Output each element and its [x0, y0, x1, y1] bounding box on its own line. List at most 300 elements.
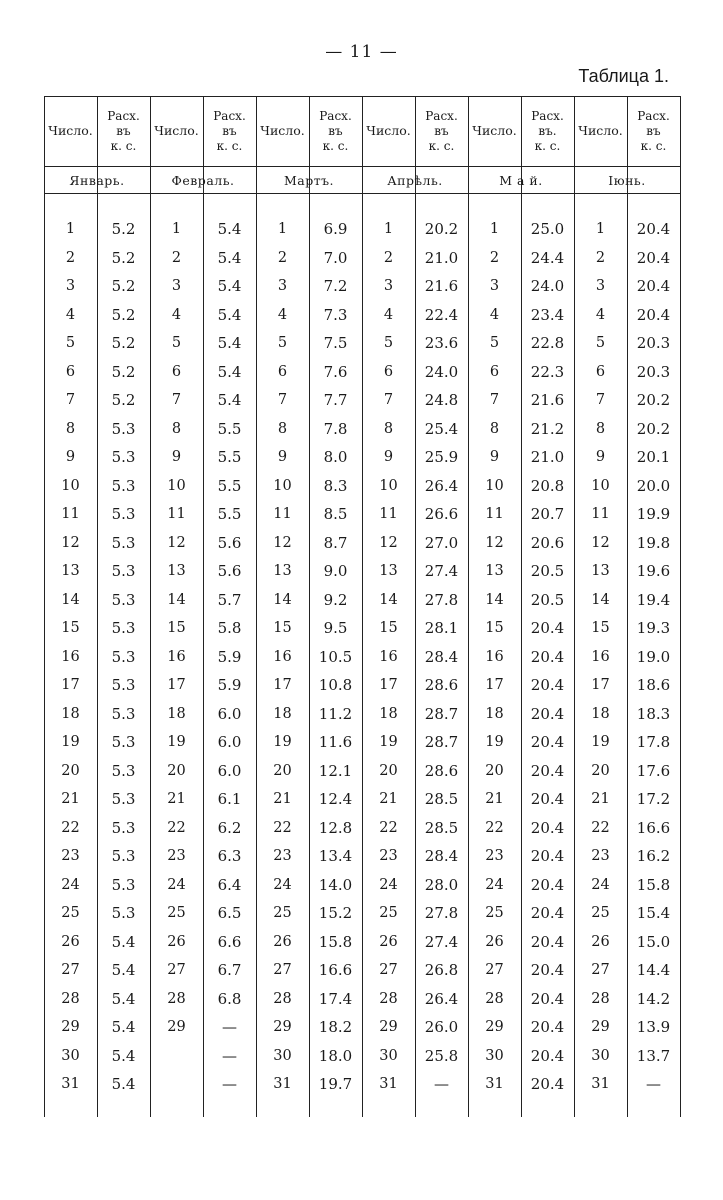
discharge-cell: 5.2 [111, 248, 136, 267]
discharge-cell: 17.2 [636, 790, 671, 808]
discharge-cell: 5.4 [217, 220, 242, 238]
day-cell: 4 [383, 306, 394, 323]
day-cell: 29 [61, 1019, 80, 1035]
discharge-cell: 5.3 [111, 704, 136, 723]
discharge-cell: 10.8 [318, 676, 353, 694]
day-cell: 4 [277, 306, 288, 323]
discharge-cell: 5.3 [111, 904, 136, 922]
day-cell: 4 [65, 306, 76, 323]
day-cell: 12 [379, 534, 398, 551]
discharge-cell: 5.3 [111, 761, 136, 780]
discharge-column-header [203, 96, 256, 166]
discharge-cell: 16.2 [636, 847, 671, 865]
discharge-cell: 26.6 [424, 505, 459, 523]
day-cell: 19 [167, 734, 186, 750]
day-cell: 5 [595, 335, 606, 351]
day-cell: 4 [595, 306, 606, 323]
discharge-cell: 19.3 [636, 619, 671, 637]
discharge-cell: 8.3 [323, 476, 348, 495]
day-cell: 1 [595, 221, 606, 237]
discharge-cell: 24.8 [424, 391, 459, 409]
day-cell: 8 [65, 420, 76, 437]
day-cell: 28 [61, 990, 80, 1007]
discharge-cell: 13.9 [636, 1018, 671, 1036]
day-cell: 3 [171, 278, 182, 294]
day-cell: 18 [591, 705, 610, 722]
discharge-cell: 20.4 [636, 248, 671, 267]
day-cell: 13 [485, 563, 504, 579]
discharge-cell: 12.4 [318, 790, 353, 808]
day-column-header: Число. [366, 123, 411, 138]
discharge-cell: 28.7 [424, 733, 459, 751]
discharge-cell: 26.0 [424, 1018, 459, 1036]
day-cell: 27 [379, 962, 398, 978]
discharge-cell: 20.4 [636, 220, 671, 238]
discharge-cell: 6.2 [217, 818, 242, 837]
discharge-cell: 23.4 [530, 305, 565, 324]
day-cell: 22 [167, 819, 186, 836]
day-cell: 21 [485, 791, 504, 807]
day-cell: 25 [273, 905, 292, 921]
day-cell: 11 [167, 506, 186, 522]
day-cell: 22 [379, 819, 398, 836]
day-cell: 17 [167, 677, 186, 693]
discharge-cell: 18.3 [636, 704, 671, 723]
day-cell: 2 [171, 249, 182, 266]
page-number: — 11 — [325, 42, 398, 62]
discharge-header-line: Расх. [637, 108, 670, 123]
discharge-cell: 18.0 [318, 1046, 353, 1065]
day-cell: 24 [167, 876, 186, 893]
day-cell: 30 [485, 1047, 504, 1064]
day-cell: 5 [383, 335, 394, 351]
discharge-header-line: к. с. [216, 138, 243, 153]
discharge-cell: 17.8 [636, 733, 671, 751]
discharge-cell: 5.4 [217, 277, 242, 295]
day-cell: 19 [591, 734, 610, 750]
day-cell: 26 [379, 933, 398, 950]
day-cell: 1 [489, 221, 500, 237]
month-label: Январь. [69, 172, 125, 188]
discharge-cell: 15.0 [636, 932, 671, 951]
discharge-cell: 12.1 [318, 761, 353, 780]
discharge-cell: 19.6 [636, 562, 671, 580]
discharge-cell: 11.6 [318, 733, 353, 751]
day-cell: 3 [277, 278, 288, 294]
discharge-cell: 14.2 [636, 989, 671, 1008]
day-cell: 7 [595, 392, 606, 408]
day-cell: 2 [277, 249, 288, 266]
discharge-cell: 20.4 [530, 1075, 565, 1093]
day-cell: 17 [61, 677, 80, 693]
discharge-cell: 27.0 [424, 533, 459, 552]
day-cell: 24 [379, 876, 398, 893]
discharge-cell: 20.4 [530, 676, 565, 694]
day-cell: 7 [65, 392, 76, 408]
discharge-cell: 5.2 [111, 305, 136, 324]
day-cell: 2 [65, 249, 76, 266]
discharge-header-line: Расх. [531, 108, 564, 123]
day-cell: 20 [273, 762, 292, 779]
discharge-header-line: въ [116, 123, 131, 138]
day-cell: 27 [591, 962, 610, 978]
discharge-cell: 5.5 [217, 419, 242, 438]
discharge-cell: 28.0 [424, 875, 459, 894]
discharge-cell: 11.2 [318, 704, 353, 723]
day-cell: 27 [485, 962, 504, 978]
discharge-header-line: въ [434, 123, 449, 138]
day-column-header: Число. [578, 123, 623, 138]
discharge-cell: 5.5 [217, 505, 242, 523]
discharge-cell: 19.4 [636, 590, 671, 609]
day-cell: 20 [379, 762, 398, 779]
discharge-cell: 17.4 [318, 989, 353, 1008]
discharge-cell: 20.4 [636, 305, 671, 324]
day-cell: 16 [61, 648, 80, 665]
discharge-cell: 7.6 [323, 362, 348, 381]
discharge-cell: 15.4 [636, 904, 671, 922]
day-cell: 10 [379, 477, 398, 494]
discharge-cell: 16.6 [318, 961, 353, 979]
day-cell: 10 [61, 477, 80, 494]
discharge-cell: 7.3 [323, 305, 348, 324]
day-cell: 8 [171, 420, 182, 437]
discharge-cell: 5.2 [111, 362, 136, 381]
discharge-header-line: к. с. [640, 138, 667, 153]
discharge-cell: 6.5 [217, 904, 242, 922]
day-cell: 25 [591, 905, 610, 921]
discharge-cell: 25.9 [424, 448, 459, 466]
discharge-cell: 26.8 [424, 961, 459, 979]
discharge-cell: 5.3 [111, 733, 136, 751]
discharge-cell: 20.2 [636, 391, 671, 409]
day-cell: 31 [379, 1076, 398, 1092]
day-cell: 11 [591, 506, 610, 522]
day-cell: 15 [379, 620, 398, 636]
day-cell: 29 [591, 1019, 610, 1035]
day-cell: 25 [485, 905, 504, 921]
discharge-cell: 9.5 [323, 619, 348, 637]
discharge-cell: 28.5 [424, 790, 459, 808]
discharge-cell: 20.7 [530, 505, 565, 523]
day-cell: 29 [379, 1019, 398, 1035]
day-cell: 1 [65, 221, 76, 237]
discharge-header-line: Расх. [107, 108, 140, 123]
day-cell: 12 [167, 534, 186, 551]
day-cell: 14 [485, 591, 504, 608]
discharge-cell: 15.8 [318, 932, 353, 951]
day-cell: 30 [591, 1047, 610, 1064]
discharge-header-line: въ. [538, 123, 557, 138]
day-column-header: Число. [154, 123, 199, 138]
discharge-cell: 5.4 [217, 391, 242, 409]
discharge-cell: 5.5 [217, 476, 242, 495]
discharge-cell: 16.6 [636, 818, 671, 837]
day-cell: 14 [61, 591, 80, 608]
discharge-column-header [97, 96, 150, 166]
day-cell: 9 [383, 449, 394, 465]
discharge-cell: 20.5 [530, 562, 565, 580]
discharge-cell: 20.4 [530, 932, 565, 951]
discharge-cell: 24.0 [424, 362, 459, 381]
discharge-cell: 5.4 [111, 932, 136, 951]
discharge-cell: 5.3 [111, 476, 136, 495]
day-cell: 21 [379, 791, 398, 807]
discharge-cell: 26.4 [424, 476, 459, 495]
day-cell: 6 [489, 363, 500, 380]
day-cell: 17 [591, 677, 610, 693]
discharge-cell: 28.4 [424, 847, 459, 865]
discharge-cell: 5.2 [111, 391, 136, 409]
day-cell: 8 [383, 420, 394, 437]
discharge-table [44, 96, 680, 1117]
discharge-cell: 20.4 [530, 904, 565, 922]
discharge-column-header [309, 96, 362, 166]
day-cell: 1 [383, 221, 394, 237]
day-cell: 14 [273, 591, 292, 608]
discharge-cell: 5.4 [217, 305, 242, 324]
day-cell: 20 [485, 762, 504, 779]
day-cell: 27 [167, 962, 186, 978]
day-cell: 5 [489, 335, 500, 351]
day-cell: 6 [65, 363, 76, 380]
day-cell: 18 [379, 705, 398, 722]
discharge-cell: 15.8 [636, 875, 671, 894]
discharge-cell: 20.4 [530, 847, 565, 865]
discharge-cell: 19.7 [318, 1075, 353, 1093]
month-label: Мартъ. [283, 172, 335, 188]
discharge-cell: 14.0 [318, 875, 353, 894]
discharge-cell: 28.6 [424, 676, 459, 694]
discharge-cell: 6.0 [217, 733, 242, 751]
day-cell: 3 [489, 278, 500, 294]
month-label: Іюнь. [608, 172, 646, 188]
discharge-cell: 19.8 [636, 533, 671, 552]
discharge-cell: 18.6 [636, 676, 671, 694]
discharge-cell: 5.3 [111, 505, 136, 523]
discharge-cell: 22.4 [424, 305, 459, 324]
discharge-cell: 21.2 [530, 419, 565, 438]
day-cell: 30 [61, 1047, 80, 1064]
day-cell: 23 [61, 848, 80, 864]
discharge-cell: 6.6 [217, 932, 242, 951]
discharge-cell: — [434, 1075, 449, 1093]
day-cell: 19 [61, 734, 80, 750]
day-cell: 24 [591, 876, 610, 893]
day-cell: 28 [273, 990, 292, 1007]
day-cell: 24 [485, 876, 504, 893]
day-cell: 21 [61, 791, 80, 807]
day-cell: 13 [167, 563, 186, 579]
discharge-cell: 20.3 [636, 362, 671, 381]
day-cell: 21 [273, 791, 292, 807]
discharge-cell: — [222, 1046, 237, 1065]
day-cell: 12 [61, 534, 80, 551]
day-cell: 9 [595, 449, 606, 465]
day-cell: 13 [379, 563, 398, 579]
day-cell: 23 [379, 848, 398, 864]
day-cell: 19 [379, 734, 398, 750]
discharge-cell: 5.2 [111, 220, 136, 238]
table-title: Таблица 1. [578, 66, 669, 86]
day-cell: 13 [273, 563, 292, 579]
day-cell: 26 [591, 933, 610, 950]
discharge-cell: 19.9 [636, 505, 671, 523]
day-cell: 14 [167, 591, 186, 608]
day-cell: 25 [61, 905, 80, 921]
discharge-cell: 20.4 [530, 1046, 565, 1065]
discharge-cell: 5.3 [111, 533, 136, 552]
discharge-cell: 23.6 [424, 334, 459, 352]
day-cell: 9 [65, 449, 76, 465]
day-cell: 9 [277, 449, 288, 465]
day-cell: 12 [591, 534, 610, 551]
day-cell: 27 [61, 962, 80, 978]
discharge-cell: 5.4 [217, 334, 242, 352]
month-label: М а й. [499, 172, 543, 188]
discharge-column-header [521, 96, 574, 166]
discharge-cell: 20.4 [530, 961, 565, 979]
discharge-cell: — [222, 1018, 237, 1036]
discharge-cell: 20.2 [424, 220, 459, 238]
discharge-cell: 21.6 [530, 391, 565, 409]
discharge-cell: 5.4 [217, 362, 242, 381]
discharge-cell: 12.8 [318, 818, 353, 837]
discharge-cell: — [646, 1075, 661, 1093]
discharge-cell: 5.7 [217, 590, 242, 609]
day-cell: 16 [167, 648, 186, 665]
discharge-cell: 20.4 [530, 989, 565, 1008]
discharge-cell: 5.3 [111, 676, 136, 694]
discharge-cell: 8.0 [323, 448, 348, 466]
discharge-header-line: въ [646, 123, 661, 138]
day-cell: 1 [171, 221, 182, 237]
discharge-header-line: Расх. [213, 108, 246, 123]
discharge-cell: 5.6 [217, 533, 242, 552]
discharge-cell: 7.0 [323, 248, 348, 267]
discharge-cell: 25.4 [424, 419, 459, 438]
day-cell: 8 [489, 420, 500, 437]
day-cell: 20 [61, 762, 80, 779]
day-cell: 15 [273, 620, 292, 636]
discharge-cell: 25.0 [530, 220, 565, 238]
day-cell: 16 [485, 648, 504, 665]
day-cell: 3 [595, 278, 606, 294]
discharge-cell: 5.3 [111, 875, 136, 894]
day-cell: 28 [485, 990, 504, 1007]
day-cell: 22 [61, 819, 80, 836]
discharge-header-line: к. с. [534, 138, 561, 153]
day-cell: 12 [485, 534, 504, 551]
discharge-cell: 8.5 [323, 505, 348, 523]
day-cell: 6 [383, 363, 394, 380]
discharge-cell: 9.2 [323, 590, 348, 609]
day-cell: 23 [273, 848, 292, 864]
day-cell: 21 [591, 791, 610, 807]
discharge-cell: 6.9 [323, 220, 348, 238]
discharge-cell: 5.3 [111, 818, 136, 837]
day-cell: 23 [167, 848, 186, 864]
day-cell: 17 [379, 677, 398, 693]
day-cell: 13 [61, 563, 80, 579]
discharge-cell: 5.9 [217, 676, 242, 694]
day-cell: 9 [489, 449, 500, 465]
discharge-cell: 6.0 [217, 761, 242, 780]
discharge-cell: 5.4 [111, 961, 136, 979]
day-cell: 9 [171, 449, 182, 465]
day-cell: 6 [595, 363, 606, 380]
day-cell: 7 [277, 392, 288, 408]
day-cell: 22 [273, 819, 292, 836]
day-column-header: Число. [472, 123, 517, 138]
discharge-cell: 20.4 [530, 647, 565, 666]
day-cell: 29 [485, 1019, 504, 1035]
discharge-cell: 5.4 [111, 1075, 136, 1093]
day-cell: 18 [61, 705, 80, 722]
discharge-cell: 20.4 [530, 790, 565, 808]
day-column-header: Число. [260, 123, 305, 138]
discharge-cell: 7.2 [323, 277, 348, 295]
day-cell: 10 [167, 477, 186, 494]
discharge-cell: 5.3 [111, 619, 136, 637]
discharge-cell: 5.2 [111, 277, 136, 295]
day-cell: 13 [591, 563, 610, 579]
day-cell: 15 [591, 620, 610, 636]
day-cell: 11 [485, 506, 504, 522]
discharge-cell: 27.8 [424, 904, 459, 922]
day-cell: 12 [273, 534, 292, 551]
discharge-cell: 21.6 [424, 277, 459, 295]
discharge-cell: 19.0 [636, 647, 671, 666]
month-label: Апрѣль. [387, 172, 443, 188]
discharge-cell: 20.6 [530, 533, 565, 552]
day-cell: 5 [65, 335, 76, 351]
month-label: Февраль. [171, 172, 235, 188]
discharge-cell: 27.8 [424, 590, 459, 609]
day-cell: 7 [171, 392, 182, 408]
discharge-cell: 20.4 [530, 733, 565, 751]
discharge-cell: 20.4 [530, 875, 565, 894]
discharge-cell: 5.3 [111, 847, 136, 865]
discharge-cell: 5.4 [111, 989, 136, 1008]
discharge-cell: 28.6 [424, 761, 459, 780]
discharge-header-line: к. с. [428, 138, 455, 153]
day-column-header: Число. [48, 123, 93, 138]
day-cell: 18 [273, 705, 292, 722]
discharge-cell: 6.4 [217, 875, 242, 894]
day-cell: 25 [167, 905, 186, 921]
group-rule [680, 96, 681, 1117]
discharge-header-line: к. с. [110, 138, 137, 153]
day-cell: 8 [277, 420, 288, 437]
day-cell: 31 [61, 1076, 80, 1092]
day-cell: 4 [489, 306, 500, 323]
day-cell: 19 [273, 734, 292, 750]
day-cell: 28 [167, 990, 186, 1007]
day-cell: 31 [273, 1076, 292, 1092]
day-cell: 2 [489, 249, 500, 266]
discharge-cell: 13.4 [318, 847, 353, 865]
discharge-cell: 10.5 [318, 647, 353, 666]
day-cell: 10 [273, 477, 292, 494]
discharge-cell: 5.5 [217, 448, 242, 466]
day-cell: 30 [379, 1047, 398, 1064]
discharge-cell: 5.3 [111, 647, 136, 666]
day-cell: 24 [273, 876, 292, 893]
discharge-cell: 20.5 [530, 590, 565, 609]
discharge-cell: 20.2 [636, 419, 671, 438]
discharge-header-line: Расх. [319, 108, 352, 123]
